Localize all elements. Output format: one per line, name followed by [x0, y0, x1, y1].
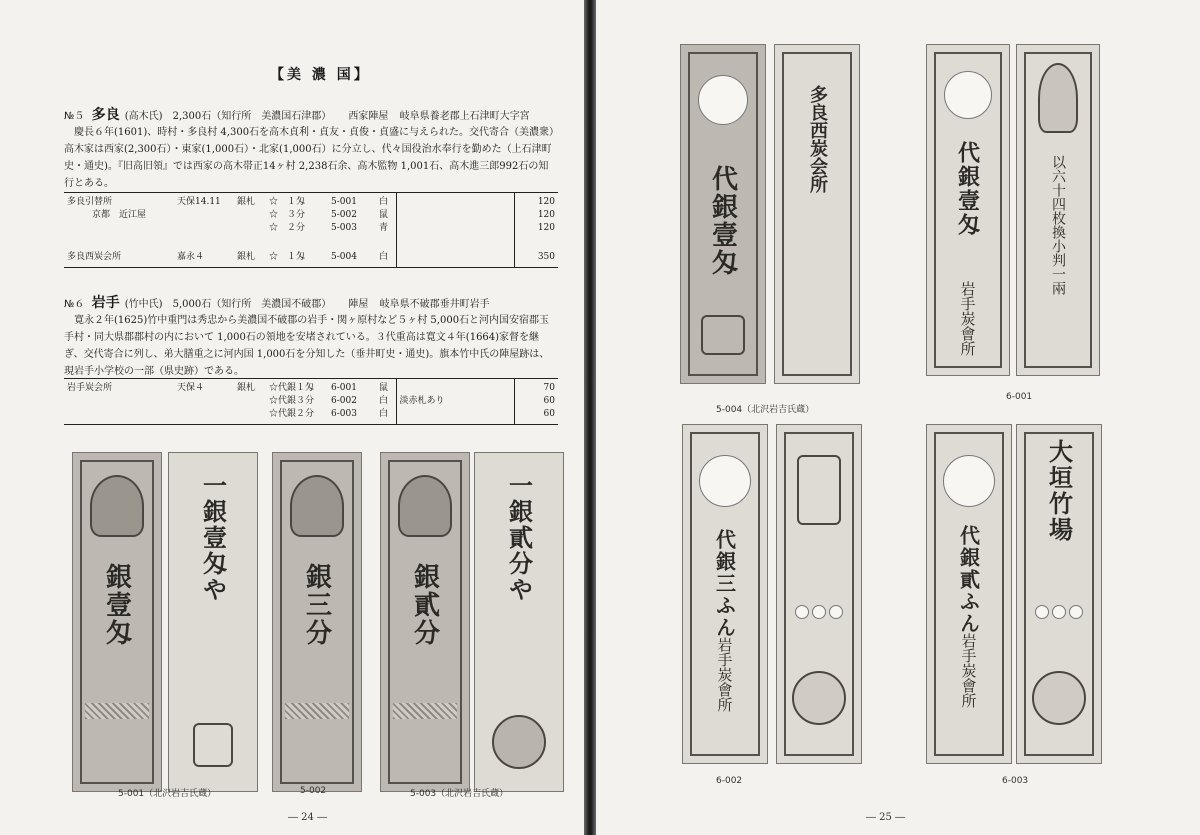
circle-mark-icon — [698, 75, 748, 125]
entry-location: 岐阜県不破郡垂井町岩手 — [379, 299, 490, 310]
round-seal-icon — [1032, 671, 1086, 725]
banknote-text: 大垣竹場 — [1044, 439, 1074, 543]
banknote-text: 銀貳分 — [409, 563, 440, 647]
deity-figure-icon — [290, 475, 344, 537]
entry-location: 岐阜県養老郡上石津町大字宮 — [399, 111, 530, 122]
entry-name: 多良 — [91, 107, 120, 123]
date-cell — [174, 395, 234, 408]
hole-mark-icon — [1052, 605, 1066, 619]
book-gutter — [584, 0, 596, 835]
banknote-text: 以六十四枚換小判一兩 — [1050, 155, 1066, 295]
denom-cell: ☆代銀２分 — [269, 409, 315, 419]
code-cell: 5-004 — [331, 252, 357, 262]
hole-mark-icon — [1035, 605, 1049, 619]
date-cell — [174, 408, 234, 425]
issuer-cell: 岩手炭会所 — [67, 383, 113, 393]
buddha-figure-icon — [1038, 63, 1078, 133]
denom-cell: ☆ １匁 — [269, 252, 306, 262]
kind-cell — [234, 408, 266, 425]
page-number: ― 25 ― — [866, 812, 906, 823]
banknote-5-003-front — [380, 452, 470, 792]
value-cell: 120 — [514, 209, 558, 222]
note-cell — [396, 379, 514, 396]
banknote-6-002-back — [776, 424, 862, 764]
entry-type: 西家陣屋 — [348, 111, 389, 122]
round-seal-icon — [492, 715, 546, 769]
denom-cell: ☆ ２分 — [269, 223, 306, 233]
hole-mark-icon — [1069, 605, 1083, 619]
banknote-text: 代銀壹匁 — [954, 141, 981, 237]
seal-stamp-icon — [797, 455, 841, 525]
circle-mark-icon — [699, 455, 751, 507]
ornament-band-icon — [285, 703, 349, 719]
date-cell: 天保14.11 — [177, 197, 221, 207]
seal-stamp-icon — [701, 315, 745, 355]
color-cell: 青 — [379, 223, 389, 233]
code-cell: 5-001 — [331, 197, 357, 207]
table-row — [64, 379, 558, 396]
round-seal-icon — [792, 671, 846, 725]
banknote-text: 代銀貳ふん — [956, 525, 981, 635]
caption-5-004: 5-004（北沢岩吉氏蔵） — [716, 405, 815, 415]
note-cell — [396, 193, 514, 210]
note-cell — [396, 222, 514, 235]
note-cell — [396, 408, 514, 425]
issuer-text: 岩手炭會所 — [959, 633, 978, 708]
issuer-cell — [64, 222, 174, 235]
entry-info: (高木氏) 2,300石（知行所 美濃国石津郡） — [124, 111, 332, 122]
table-row — [64, 408, 558, 425]
issuer-text: 岩手炭會所 — [958, 281, 977, 356]
note-cell — [396, 209, 514, 222]
entry-number: №５ — [64, 111, 85, 122]
banknote-text: 代銀三ふん — [712, 529, 737, 639]
banknote-6-003-back — [1016, 424, 1102, 764]
caption-5-003: 5-003（北沢岩吉氏蔵） — [410, 789, 509, 799]
hole-mark-icon — [829, 605, 843, 619]
code-cell: 6-002 — [331, 396, 357, 406]
value-cell: 70 — [514, 379, 558, 396]
banknote-text: 多良西炭会所 — [807, 85, 828, 193]
issuer-text: 岩手炭會所 — [715, 637, 734, 712]
color-cell: 鼠 — [379, 210, 389, 220]
color-cell: 白 — [379, 409, 389, 419]
kind-cell — [234, 395, 266, 408]
ornament-band-icon — [393, 703, 457, 719]
kind-cell: 銀札 — [237, 197, 256, 207]
banknote-5-002 — [272, 452, 362, 792]
hole-mark-icon — [812, 605, 826, 619]
code-cell: 6-003 — [331, 409, 357, 419]
issuer-cell: 多良西炭会所 — [67, 252, 122, 262]
caption-6-003: 6-003 — [1002, 776, 1029, 786]
entry-6-text: 寛永２年(1625)竹中重門は秀忠から美濃国不破郡の岩手・関ヶ原村など５ヶ村 5,000石と河内国安宿郡玉手村・同大県郡郡村の内において 1,000石の領地を安堵されている。３代重高は寛文４年(1664)家督を継ぎ、交代寄合に列し、弟大膳重之に河内国 1,000石を分知した（垂井町史・通史)。旗本竹中氏の陣屋跡は、現岩手小学校の一部（県史跡）である。 — [64, 315, 550, 377]
banknote-6-002-front — [682, 424, 768, 764]
value-cell: 120 — [514, 222, 558, 235]
entry-number: №６ — [64, 299, 85, 310]
banknote-5-001-front — [72, 452, 162, 792]
value-cell: 350 — [514, 251, 558, 268]
value-cell: 60 — [514, 395, 558, 408]
banknote-5-001-back — [168, 452, 258, 792]
table-row — [64, 209, 558, 222]
entry-5-heading — [64, 104, 530, 124]
caption-6-001: 6-001 — [1006, 392, 1033, 402]
circle-mark-icon — [944, 71, 992, 119]
table-row — [64, 395, 558, 408]
color-cell: 白 — [379, 396, 389, 406]
value-cell: 120 — [514, 193, 558, 210]
kind-cell — [234, 222, 266, 235]
banknote-6-001-front — [926, 44, 1010, 376]
date-cell — [174, 209, 234, 222]
banknote-6-003-front — [926, 424, 1012, 764]
issuer-cell — [64, 408, 174, 425]
value-cell: 60 — [514, 408, 558, 425]
table-row — [64, 222, 558, 235]
entry-5-table — [64, 192, 558, 268]
denom-cell: ☆代銀１匁 — [269, 383, 315, 393]
color-cell: 白 — [379, 197, 389, 207]
issuer-cell — [64, 395, 174, 408]
left-page — [0, 0, 584, 835]
caption-5-002: 5-002 — [300, 786, 327, 796]
color-cell: 白 — [379, 252, 389, 262]
deity-figure-icon — [90, 475, 144, 537]
denom-cell: ☆ １匁 — [269, 197, 306, 207]
table-row — [64, 251, 558, 268]
banknote-text: 一銀貳分や — [504, 473, 534, 603]
banknote-text: 銀三分 — [301, 563, 332, 647]
hole-mark-icon — [795, 605, 809, 619]
color-cell: 鼠 — [379, 383, 389, 393]
table-row — [64, 193, 558, 210]
denom-cell: ☆ ３分 — [269, 210, 306, 220]
circle-mark-icon — [943, 455, 995, 507]
entry-name: 岩手 — [91, 295, 120, 311]
banknote-text: 銀壹匁 — [101, 563, 132, 647]
code-cell: 5-002 — [331, 210, 357, 220]
note-cell: 淡赤札あり — [396, 395, 514, 408]
banknote-6-001-back — [1016, 44, 1100, 376]
issuer-cell: 多良引替所 — [67, 197, 113, 207]
kind-cell: 銀札 — [237, 252, 256, 262]
caption-6-002: 6-002 — [716, 776, 743, 786]
entry-type: 陣屋 — [348, 299, 369, 310]
entry-5-text: 慶長６年(1601)、時村・多良村 4,300石を高木貞利・貞友・貞俊・貞盛に与えられた。交代寄合（美濃衆）高木家は西家(2,300石）・東家(1,000石）・北家(1,000石）に分立し、代々国役治水奉行を勤めた（上石津町史・通史)。『旧高旧領』では西家の高木帯正14ヶ村 2,238石余、高木監物 1,001石、高木進三郎992石の知行とある。 — [64, 127, 555, 189]
banknote-5-004-front — [680, 44, 766, 384]
date-cell: 天保４ — [177, 383, 205, 393]
ornament-band-icon — [85, 703, 149, 719]
note-cell — [396, 251, 514, 268]
kind-cell — [234, 209, 266, 222]
date-cell: 嘉永４ — [177, 252, 205, 262]
date-cell — [174, 222, 234, 235]
denom-cell: ☆代銀３分 — [269, 396, 315, 406]
section-title: 【美 濃 国】 — [270, 67, 371, 83]
page-number: ― 24 ― — [288, 812, 328, 823]
code-cell: 6-001 — [331, 383, 357, 393]
banknote-text: 代銀壹匁 — [707, 165, 738, 277]
right-page — [596, 0, 1200, 835]
banknote-5-003-back — [474, 452, 564, 792]
entry-info: (竹中氏) 5,000石（知行所 美濃国不破郡） — [124, 299, 332, 310]
caption-5-001: 5-001（北沢岩吉氏蔵） — [118, 789, 217, 799]
code-cell: 5-003 — [331, 223, 357, 233]
deity-figure-icon — [398, 475, 452, 537]
kind-cell: 銀札 — [237, 383, 256, 393]
entry-6-table — [64, 378, 558, 425]
banknote-text: 一銀壹匁や — [198, 473, 228, 603]
banknote-5-004-back — [774, 44, 860, 384]
seal-stamp-icon — [193, 723, 233, 767]
issuer-cell: 京都 近江屋 — [92, 210, 147, 220]
entry-6-heading — [64, 292, 490, 312]
